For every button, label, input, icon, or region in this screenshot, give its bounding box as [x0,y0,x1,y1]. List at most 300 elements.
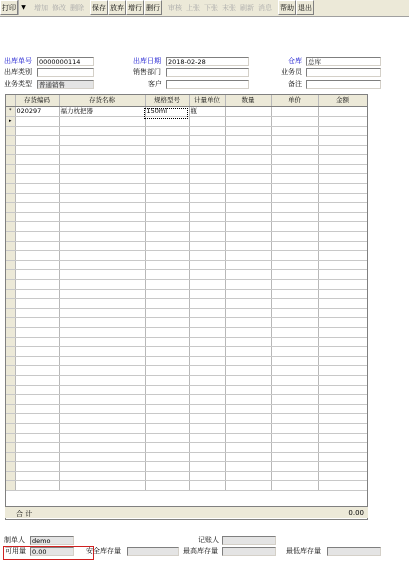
grid-cell-code[interactable] [15,471,59,481]
row-header[interactable] [6,251,15,261]
row-header[interactable]: ▸ [6,116,15,126]
row-header[interactable] [6,347,15,357]
grid-cell-qty[interactable] [225,423,271,433]
grid-cell-code[interactable] [15,289,59,299]
grid-cell-spec[interactable] [145,222,189,232]
table-row[interactable] [6,155,367,165]
grid-cell-qty[interactable] [225,164,271,174]
grid-cell-name[interactable] [59,414,145,424]
grid-cell-qty[interactable] [225,184,271,194]
grid-cell-name[interactable] [59,337,145,347]
grid-cell-amount[interactable] [318,145,367,155]
table-row[interactable] [6,347,367,357]
grid-cell-code[interactable] [15,232,59,242]
grid-cell-qty[interactable] [225,116,271,126]
grid-cell-code[interactable] [15,222,59,232]
grid-cell-price[interactable] [271,116,318,126]
grid-cell-amount[interactable] [318,289,367,299]
grid-cell-spec[interactable] [145,318,189,328]
grid-cell-name[interactable] [59,443,145,453]
grid-cell-amount[interactable] [318,222,367,232]
grid-cell-unit[interactable] [189,164,225,174]
toolbar-button-13[interactable]: 刷新 [240,4,254,12]
row-header[interactable] [6,414,15,424]
grid-cell-amount[interactable] [318,174,367,184]
customer-field[interactable] [166,80,249,89]
grid-cell-amount[interactable] [318,375,367,385]
grid-cell-name[interactable] [59,260,145,270]
row-header[interactable]: * [6,106,15,116]
grid-cell-qty[interactable] [225,443,271,453]
grid-cell-unit[interactable] [189,462,225,472]
grid-cell-spec[interactable] [145,462,189,472]
grid-cell-spec[interactable] [145,126,189,136]
grid-cell-qty[interactable] [225,155,271,165]
table-row[interactable] [6,404,367,414]
grid-cell-spec[interactable] [145,184,189,194]
grid-cell-price[interactable] [271,481,318,491]
table-row[interactable] [6,299,367,309]
grid-cell-unit[interactable] [189,126,225,136]
grid-cell-code[interactable] [15,395,59,405]
grid-cell-name[interactable] [59,280,145,290]
grid-cell-name[interactable] [59,318,145,328]
grid-cell-unit[interactable] [189,443,225,453]
row-header[interactable] [6,356,15,366]
grid-cell-price[interactable] [271,404,318,414]
toolbar-button-12[interactable]: 末张 [222,4,236,12]
table-row[interactable] [6,232,367,242]
grid-cell-unit[interactable] [189,174,225,184]
table-row[interactable] [6,414,367,424]
col-header-qty[interactable]: 数量 [225,95,271,106]
grid-cell-unit[interactable] [189,395,225,405]
grid-cell-price[interactable] [271,289,318,299]
grid-cell-spec[interactable] [145,241,189,251]
grid-cell-amount[interactable] [318,155,367,165]
grid-cell-price[interactable] [271,308,318,318]
table-row[interactable] [6,280,367,290]
grid-cell-code[interactable] [15,318,59,328]
grid-cell-name[interactable] [59,136,145,146]
grid-cell-amount[interactable] [318,395,367,405]
grid-cell-qty[interactable] [225,136,271,146]
grid-cell-amount[interactable] [318,126,367,136]
grid-cell-spec[interactable] [145,260,189,270]
grid-cell-unit[interactable] [189,433,225,443]
grid-cell-spec[interactable] [145,414,189,424]
table-row[interactable] [6,241,367,251]
table-row[interactable] [6,443,367,453]
grid-cell-price[interactable] [271,327,318,337]
grid-cell-unit[interactable] [189,232,225,242]
grid-cell-spec[interactable] [145,375,189,385]
row-header[interactable] [6,462,15,472]
grid-cell-price[interactable] [271,106,318,116]
row-header[interactable] [6,136,15,146]
grid-cell-spec[interactable] [145,174,189,184]
grid-cell-price[interactable] [271,395,318,405]
grid-cell-price[interactable] [271,423,318,433]
table-row[interactable] [6,136,367,146]
grid-cell-qty[interactable] [225,193,271,203]
grid-cell-amount[interactable] [318,433,367,443]
grid-cell-price[interactable] [271,145,318,155]
grid-cell-name[interactable] [59,404,145,414]
grid-cell-code[interactable] [15,404,59,414]
grid-cell-amount[interactable] [318,212,367,222]
grid-cell-code[interactable] [15,433,59,443]
grid-cell-code[interactable] [15,481,59,491]
grid-cell-amount[interactable] [318,164,367,174]
grid-cell-code[interactable] [15,356,59,366]
grid-cell-qty[interactable] [225,241,271,251]
grid-cell-qty[interactable] [225,327,271,337]
grid-cell-spec[interactable]: 150ml [145,106,189,116]
grid-cell-spec[interactable] [145,289,189,299]
remark-field[interactable] [306,80,381,89]
grid-cell-name[interactable]: 福力枕把器 [59,106,145,116]
grid-cell-amount[interactable] [318,443,367,453]
grid-cell-price[interactable] [271,471,318,481]
grid-cell-unit[interactable] [189,280,225,290]
row-header[interactable] [6,184,15,194]
grid-cell-code[interactable] [15,116,59,126]
grid-cell-name[interactable] [59,375,145,385]
grid-cell-name[interactable] [59,145,145,155]
grid-cell-unit[interactable] [189,375,225,385]
grid-cell-spec[interactable] [145,356,189,366]
grid-cell-unit[interactable] [189,452,225,462]
grid-cell-unit[interactable]: 瓶 [189,106,225,116]
table-row[interactable] [6,145,367,155]
grid-cell-code[interactable] [15,299,59,309]
grid-cell-amount[interactable] [318,193,367,203]
grid-cell-code[interactable] [15,212,59,222]
table-row[interactable] [6,203,367,213]
row-header[interactable] [6,241,15,251]
grid-cell-spec[interactable] [145,308,189,318]
grid-cell-price[interactable] [271,337,318,347]
grid-cell-unit[interactable] [189,260,225,270]
toolbar-button-11[interactable]: 下张 [204,4,218,12]
row-header[interactable] [6,280,15,290]
table-row[interactable] [6,318,367,328]
row-header[interactable] [6,404,15,414]
grid-cell-unit[interactable] [189,366,225,376]
grid-cell-code[interactable] [15,251,59,261]
grid-cell-spec[interactable] [145,347,189,357]
grid-cell-price[interactable] [271,174,318,184]
grid-cell-code[interactable] [15,385,59,395]
table-row[interactable] [6,222,367,232]
grid-cell-amount[interactable] [318,337,367,347]
grid-cell-amount[interactable] [318,251,367,261]
grid-cell-unit[interactable] [189,318,225,328]
grid-cell-code[interactable] [15,452,59,462]
grid-cell-unit[interactable] [189,222,225,232]
grid-cell-code[interactable] [15,366,59,376]
grid-cell-unit[interactable] [189,212,225,222]
grid-cell-code[interactable] [15,423,59,433]
grid-cell-price[interactable] [271,193,318,203]
grid-cell-price[interactable] [271,414,318,424]
row-header[interactable] [6,385,15,395]
grid-cell-code[interactable] [15,145,59,155]
toolbar-button-7[interactable]: 增行 [126,0,144,15]
grid-cell-unit[interactable] [189,251,225,261]
grid-cell-unit[interactable] [189,193,225,203]
grid-cell-amount[interactable] [318,452,367,462]
grid-cell-code[interactable] [15,375,59,385]
table-row[interactable] [6,174,367,184]
row-header[interactable] [6,471,15,481]
row-header[interactable] [6,299,15,309]
grid-cell-price[interactable] [271,251,318,261]
grid-cell-name[interactable] [59,174,145,184]
grid-cell-code[interactable] [15,414,59,424]
table-row[interactable] [6,270,367,280]
table-row[interactable] [6,116,367,126]
grid-cell-amount[interactable] [318,414,367,424]
grid-cell-qty[interactable] [225,289,271,299]
toolbar-button-4[interactable]: 删除 [70,4,84,12]
grid-cell-name[interactable] [59,126,145,136]
grid-cell-code[interactable] [15,270,59,280]
grid-cell-qty[interactable] [225,106,271,116]
grid-cell-qty[interactable] [225,366,271,376]
table-row[interactable] [6,327,367,337]
table-row[interactable] [6,375,367,385]
grid-cell-name[interactable] [59,366,145,376]
table-row[interactable] [6,337,367,347]
grid-cell-price[interactable] [271,375,318,385]
grid-cell-spec[interactable] [145,280,189,290]
grid-cell-spec[interactable] [145,433,189,443]
grid-cell-spec[interactable] [145,116,189,126]
grid-cell-code[interactable] [15,184,59,194]
grid-cell-spec[interactable] [145,145,189,155]
date-field[interactable]: 2018-02-28 [166,57,249,66]
grid-cell-qty[interactable] [225,356,271,366]
grid-cell-amount[interactable] [318,404,367,414]
grid-cell-code[interactable] [15,164,59,174]
grid-cell-spec[interactable] [145,327,189,337]
grid-cell-qty[interactable] [225,299,271,309]
table-row[interactable] [6,462,367,472]
grid-cell-unit[interactable] [189,337,225,347]
row-header[interactable] [6,375,15,385]
toolbar-button-2[interactable]: 增加 [34,4,48,12]
grid-cell-amount[interactable] [318,241,367,251]
grid-cell-qty[interactable] [225,260,271,270]
grid-cell-amount[interactable] [318,356,367,366]
grid-cell-qty[interactable] [225,481,271,491]
grid-cell-unit[interactable] [189,356,225,366]
grid-cell-amount[interactable] [318,318,367,328]
grid-cell-price[interactable] [271,385,318,395]
grid-cell-code[interactable] [15,260,59,270]
toolbar-button-9[interactable]: 审核 [168,4,182,12]
grid-cell-amount[interactable] [318,270,367,280]
grid-cell-code[interactable] [15,347,59,357]
grid-cell-price[interactable] [271,280,318,290]
grid-cell-name[interactable] [59,116,145,126]
toolbar-button-0[interactable]: 打印 [0,0,18,15]
grid-cell-unit[interactable] [189,184,225,194]
dept-field[interactable] [166,68,249,77]
grid-cell-amount[interactable] [318,184,367,194]
grid-cell-qty[interactable] [225,318,271,328]
doc-no-field[interactable]: 0000000114 [37,57,94,66]
grid-cell-amount[interactable] [318,232,367,242]
row-header[interactable] [6,145,15,155]
table-row[interactable] [6,356,367,366]
grid-cell-amount[interactable] [318,299,367,309]
grid-cell-name[interactable] [59,193,145,203]
grid-cell-amount[interactable] [318,385,367,395]
grid-cell-name[interactable] [59,481,145,491]
grid-cell-name[interactable] [59,308,145,318]
grid-cell-name[interactable] [59,347,145,357]
grid-cell-qty[interactable] [225,174,271,184]
row-header[interactable] [6,126,15,136]
col-header-unit[interactable]: 计量单位 [189,95,225,106]
row-header[interactable] [6,452,15,462]
grid-cell-spec[interactable] [145,299,189,309]
grid-cell-code[interactable] [15,155,59,165]
toolbar-button-10[interactable]: 上张 [186,4,200,12]
grid-cell-code[interactable] [15,443,59,453]
col-header-spec[interactable]: 规格型号 [145,95,189,106]
grid-cell-spec[interactable] [145,155,189,165]
grid-cell-qty[interactable] [225,337,271,347]
grid-cell-unit[interactable] [189,423,225,433]
grid-cell-unit[interactable] [189,155,225,165]
table-row[interactable] [6,260,367,270]
out-type-field[interactable] [37,68,94,77]
grid-cell-amount[interactable] [318,347,367,357]
grid-cell-qty[interactable] [225,308,271,318]
col-header-amount[interactable]: 金额 [318,95,367,106]
table-row[interactable] [6,471,367,481]
grid-cell-qty[interactable] [225,126,271,136]
table-row[interactable] [6,106,367,116]
grid-cell-unit[interactable] [189,145,225,155]
grid-cell-qty[interactable] [225,203,271,213]
grid-cell-price[interactable] [271,232,318,242]
grid-cell-spec[interactable] [145,423,189,433]
table-row[interactable] [6,423,367,433]
grid-cell-spec[interactable] [145,395,189,405]
toolbar-button-5[interactable]: 保存 [90,0,108,15]
grid-cell-price[interactable] [271,270,318,280]
grid-cell-amount[interactable] [318,308,367,318]
grid-cell-price[interactable] [271,222,318,232]
grid-cell-code[interactable] [15,193,59,203]
grid-cell-name[interactable] [59,289,145,299]
grid-cell-unit[interactable] [189,404,225,414]
grid-cell-qty[interactable] [225,385,271,395]
grid-cell-unit[interactable] [189,203,225,213]
grid-cell-unit[interactable] [189,471,225,481]
grid-cell-price[interactable] [271,356,318,366]
grid-cell-spec[interactable] [145,136,189,146]
grid-cell-price[interactable] [271,136,318,146]
grid-cell-qty[interactable] [225,347,271,357]
grid-cell-unit[interactable] [189,414,225,424]
table-row[interactable] [6,385,367,395]
grid-cell-name[interactable] [59,327,145,337]
row-header[interactable] [6,164,15,174]
grid-cell-name[interactable] [59,270,145,280]
table-row[interactable] [6,366,367,376]
grid-cell-unit[interactable] [189,385,225,395]
grid-cell-name[interactable] [59,433,145,443]
grid-cell-price[interactable] [271,347,318,357]
grid-cell-name[interactable] [59,462,145,472]
grid-cell-price[interactable] [271,318,318,328]
grid-cell-qty[interactable] [225,375,271,385]
toolbar-button-3[interactable]: 修改 [52,4,66,12]
grid-cell-spec[interactable] [145,232,189,242]
table-row[interactable] [6,126,367,136]
grid-cell-spec[interactable] [145,452,189,462]
grid-cell-name[interactable] [59,155,145,165]
grid-cell-amount[interactable] [318,136,367,146]
grid-cell-code[interactable] [15,337,59,347]
warehouse-field[interactable]: 总库 [306,57,381,66]
grid-cell-qty[interactable] [225,471,271,481]
row-header[interactable] [6,443,15,453]
grid-cell-unit[interactable] [189,241,225,251]
biz-type-field[interactable]: 普通销售 [37,80,94,89]
grid-cell-amount[interactable] [318,471,367,481]
toolbar-button-6[interactable]: 放弃 [108,0,126,15]
grid-cell-code[interactable]: 020297 [15,106,59,116]
grid-cell-code[interactable] [15,241,59,251]
grid-cell-price[interactable] [271,443,318,453]
grid-cell-price[interactable] [271,212,318,222]
toolbar-button-14[interactable]: 消息 [258,4,272,12]
grid-cell-spec[interactable] [145,385,189,395]
grid-cell-spec[interactable] [145,251,189,261]
row-header[interactable] [6,337,15,347]
grid-cell-amount[interactable] [318,366,367,376]
grid-cell-qty[interactable] [225,251,271,261]
grid-cell-spec[interactable] [145,366,189,376]
grid-cell-price[interactable] [271,366,318,376]
row-header[interactable] [6,308,15,318]
grid-cell-qty[interactable] [225,145,271,155]
table-row[interactable] [6,212,367,222]
grid-cell-price[interactable] [271,155,318,165]
col-header-price[interactable]: 单价 [271,95,318,106]
row-header[interactable] [6,203,15,213]
grid-cell-qty[interactable] [225,280,271,290]
grid-cell-price[interactable] [271,241,318,251]
grid-cell-name[interactable] [59,423,145,433]
table-row[interactable] [6,395,367,405]
row-header[interactable] [6,260,15,270]
grid-cell-name[interactable] [59,212,145,222]
grid-cell-price[interactable] [271,452,318,462]
grid-cell-qty[interactable] [225,452,271,462]
grid-cell-qty[interactable] [225,433,271,443]
grid-cell-price[interactable] [271,299,318,309]
grid-cell-amount[interactable] [318,260,367,270]
grid-cell-code[interactable] [15,462,59,472]
